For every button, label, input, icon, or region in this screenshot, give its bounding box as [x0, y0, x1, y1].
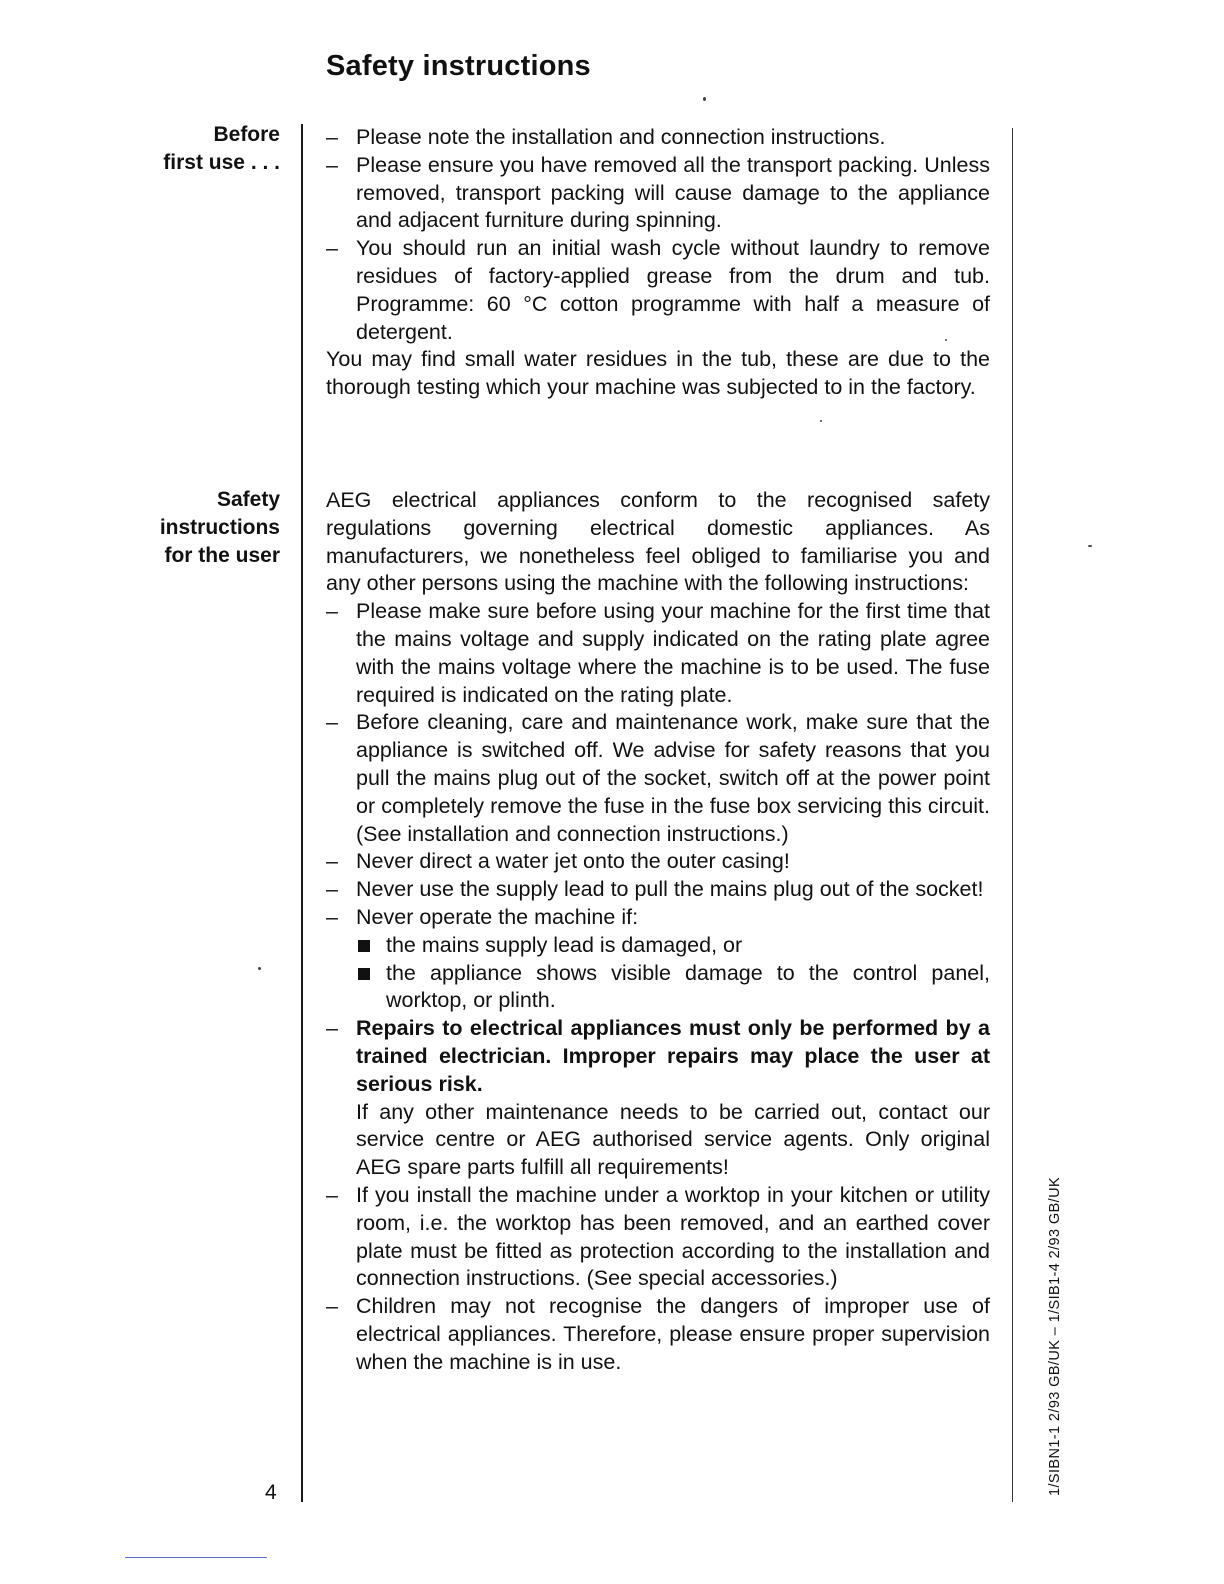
- square-bullet-icon: [358, 968, 370, 980]
- list-item: – Children may not recognise the dangers of improper use of electrical appliances. Therefore, please ensure proper supervision when the machine is in use.: [326, 1293, 990, 1376]
- condition-item: the appliance shows visible damage to the control panel, worktop, or plinth.: [356, 960, 990, 1016]
- list-item: – If you install the machine under a worktop in your kitchen or utility room, i.e. the worktop has been removed, and an earthed cover plate must be fitted as protection according to the installation and connection instructions. (See special accessories.): [326, 1182, 990, 1293]
- list-item-never-operate: – Never operate the machine if: the mains supply lead is damaged, or the appliance shows visible damage to the control panel, worktop, or plinth.: [326, 904, 990, 1015]
- scan-speck: [1088, 545, 1092, 547]
- list-item-warning: [326, 1015, 990, 1182]
- section-heading-safety-instructions: Safety instructions for the user: [159, 488, 280, 567]
- list-item: – You should run an initial wash cycle without laundry to remove residues of factory-applied grease from the drum and tub. Programme: 60 °C cotton programme with half a measure of detergent.: [326, 235, 990, 346]
- list-item: – Before cleaning, care and maintenance work, make sure that the appliance is switched off. We advise for safety reasons that you pull the mains plug out of the socket, switch off at the power point or completely remove the fuse in the fuse box servicing this circuit. (See installation and connection instructions.): [326, 709, 990, 848]
- list-item: – Please make sure before using your machine for the first time that the mains voltage and supply indicated on the rating plate agree with the mains voltage where the machine is to be used. The fuse required is indicated on the rating plate.: [326, 598, 990, 709]
- list-item: – Please ensure you have removed all the transport packing. Unless removed, transport packing will cause damage to the appliance and adjacent furniture during spinning.: [326, 152, 990, 235]
- safety-list: [326, 598, 990, 1376]
- square-bullet-icon: [358, 940, 370, 952]
- closing-paragraph: You may find small water residues in the tub, these are due to the thorough testing which your machine was subjected to in the factory.: [326, 347, 990, 400]
- section-before-first-use: [326, 124, 990, 402]
- section-heading-before-first-use: Before first use . . .: [163, 123, 280, 174]
- intro-paragraph: AEG electrical appliances conform to the recognised safety regulations governing electrical domestic appliances. As manufacturers, we nonetheless feel obliged to familiarise you and any other persons using the machine with the following instructions:: [326, 488, 990, 596]
- scan-speck: [820, 420, 822, 422]
- list-item: – Never use the supply lead to pull the mains plug out of the socket!: [326, 876, 990, 904]
- right-rule: [1012, 128, 1013, 1502]
- bold-warning: – Repairs to electrical appliances must only be performed by a trained electrician. Improper repairs may place the user at serious risk.: [356, 1016, 990, 1096]
- list-item: – Please note the installation and connection instructions.: [326, 124, 990, 152]
- bottom-rule: [125, 1557, 267, 1558]
- page-title: Safety instructions: [326, 50, 591, 82]
- condition-item: the mains supply lead is damaged, or: [356, 932, 990, 960]
- left-rule: [301, 124, 303, 1502]
- scan-speck: [703, 97, 706, 101]
- scan-speck: [258, 967, 261, 970]
- document-code: 1/SIBN1-1 2/93 GB/UK – 1/SIB1-4 2/93 GB/UK: [1047, 1176, 1063, 1496]
- condition-list: [326, 932, 990, 1015]
- page-number: 4: [265, 1481, 277, 1504]
- instruction-list: [326, 124, 990, 346]
- warning-followup: If any other maintenance needs to be carried out, contact our service centre or AEG authorised service agents. Only original AEG spare parts fulfill all requirements!: [356, 1099, 990, 1180]
- list-item: – Never direct a water jet onto the outer casing!: [326, 848, 990, 876]
- scan-speck: [945, 339, 947, 341]
- section-safety-instructions: [326, 487, 990, 1377]
